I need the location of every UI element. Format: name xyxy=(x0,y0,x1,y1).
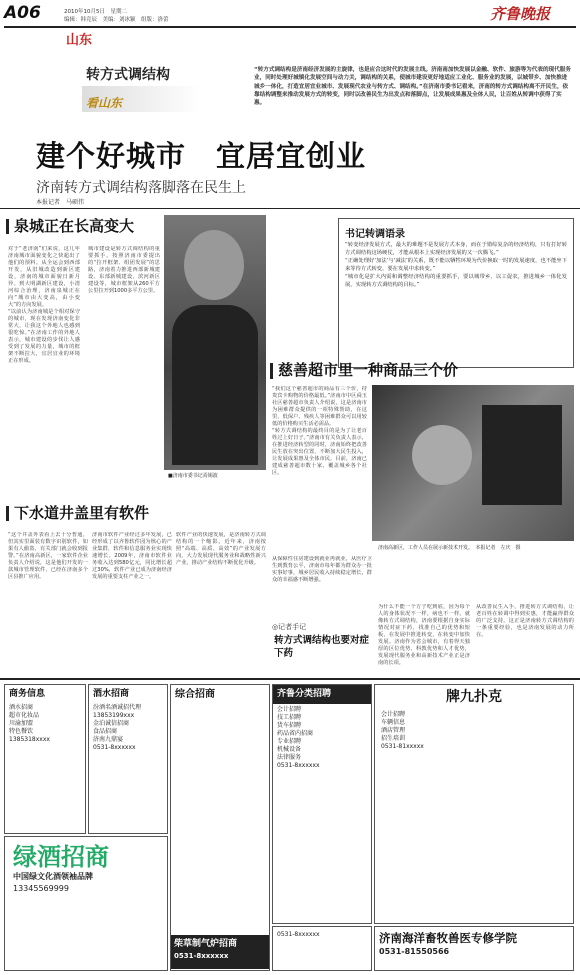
ad-line: 1385318xxxx xyxy=(9,736,50,743)
page-code: A06 xyxy=(4,3,41,23)
ad-big-left-sub: 中国绿文化酒领袖品牌 xyxy=(13,872,93,881)
ad-line: 车辆信息 xyxy=(381,719,406,726)
quote: “城市化是扩大内需和调整经济结构的重要抓手，要以城带乡、以工促农，推进城乡一体化发展，实现转方式调结构的目标。” xyxy=(345,274,567,288)
ad-line: 会计招聘 xyxy=(381,711,406,718)
ads-rule xyxy=(0,678,580,680)
section-bar xyxy=(6,506,9,521)
ad-big-right[interactable] xyxy=(374,926,574,971)
ad-small-line: 0531-8xxxxxx xyxy=(277,931,320,938)
ad-line: 酒水招商 xyxy=(9,704,34,711)
ad-line: 金泊诚信招商 xyxy=(93,720,130,727)
ad-title: 商务信息 xyxy=(9,689,46,699)
ad-line: 专业招聘 xyxy=(277,738,302,745)
ad-line: 药品省内招商 xyxy=(277,730,314,737)
section-2-col-2 xyxy=(92,532,172,662)
ad-block-mid[interactable] xyxy=(170,684,270,971)
section-bar xyxy=(270,363,273,379)
paragraph: 软件产业的快速发展，是济南转方式调结构的一个缩影。近年来，济南按照“高端、高质、高效”的产业发展方向，大力发展现代服务业和战略性新兴产业，推动产业结构不断优化升级。 xyxy=(176,532,266,566)
ad-block-1[interactable] xyxy=(4,684,86,834)
commentary-box xyxy=(272,622,372,670)
header-editors: 编辑：韩竞辰 美编：刘冰颖 组版：洛蕾 xyxy=(64,17,169,23)
ad-line: 汾酒名酒诚招代理 xyxy=(93,704,142,711)
paragraph: “这个井盖外表看上去十分普通，但其实里面装有数字识别软件，如果有人偷盗，有关部门就会收到报警。”在济南高新区，一家软件企业负责人介绍说，这是他们开发的一款城市管理软件，已经在济南多个区县推广应用。 xyxy=(8,532,88,580)
ad-lines xyxy=(89,704,167,752)
sidebar-body xyxy=(345,241,567,365)
section-1-col-2 xyxy=(88,246,160,496)
portrait-face xyxy=(184,230,244,300)
ad-mid-phone: 0531-8xxxxxx xyxy=(174,952,229,960)
paragraph: “转方式调结构的最终目的是为了让老百姓过上好日子。”济南市有关负责人表示，在推进经济转型的同时，济南始终把改善民生放在突出位置，不断加大民生投入，让发展成果惠及全体市民。目前，济南已建成慈善超市数十家，覆盖城乡各个社区。 xyxy=(272,428,367,476)
section-2-col-3 xyxy=(176,532,266,662)
main-title: 建个好城市 宜居宜创业 xyxy=(36,139,367,173)
section-heading-3 xyxy=(270,358,510,384)
paragraph: 城市建设是转方式调结构的重要抓手。按照济南市委提出的“拉开框架、组团发展”的思路，济南着力推进西部新城建设、东部新城建设、滨河新区建设等，城市框架从260平方公里拉开到1000多平方公里。 xyxy=(88,246,160,294)
ad-line: 机械设备 xyxy=(277,746,302,753)
byline: 本报记者 马硕伟 xyxy=(36,199,85,206)
subtitle: 济南转方式调结构落脚落在民生上 xyxy=(36,180,246,196)
ad-block-4[interactable] xyxy=(374,684,574,924)
quote: “转变经济发展方式，最大的难题不是发展方式本身，而在于错综复杂的经济结构，只有打好转方式调结构这场硬仗，才能从根本上实现经济发展的又一次腾飞。” xyxy=(345,242,567,256)
title-rule xyxy=(0,208,580,209)
ad-title: 综合招商 xyxy=(175,689,215,700)
ad-block-small[interactable] xyxy=(272,926,372,971)
ad-line: 超市化妆品 xyxy=(9,712,40,719)
paragraph: 从保障性住房建设到就业再就业，从医疗卫生到教育公平，济南市每年都为群众办一批实事好事，城乡居民收入持续稳定增长，群众的幸福感不断增强。 xyxy=(272,556,372,583)
column-badge xyxy=(82,66,200,124)
ad-lines xyxy=(273,704,371,772)
ad-line: 货车招聘 xyxy=(277,722,302,729)
photo-tech xyxy=(372,385,574,541)
section-2-col-1 xyxy=(8,532,88,662)
ad-big-left-title: 绿酒招商 xyxy=(13,843,109,871)
commentary-col-2: 从改善民生入手，推进转方式调结构，让老百姓在转调中得到实惠，才能赢得群众的广泛支持。这正是济南转方式调结构的一条重要经验，也是济南发展的动力所在。 xyxy=(476,604,574,638)
paragraph: “以前认为济南城是个相对保守的城市，现在发现济南变化非常大，让我这个外地人也感到很吃惊。”在济南工作的外地人表示，城市建设的步伐让人感受到了发展的力量，城市的框架不断拉大，宜居宜业的环境正在形成。 xyxy=(8,309,80,364)
ad-block-2[interactable] xyxy=(88,684,168,834)
ad-line: 食品招商 xyxy=(93,728,118,735)
ad-line: 技工招聘 xyxy=(277,714,302,721)
quote: “正确处理好‘加法’与‘减法’的关系，既不能以牺牲环境为代价换取一时的发展速度，也不能坐下来等待方式转变，要在发展中求转变。” xyxy=(345,258,567,272)
badge-sub: 看山东 xyxy=(86,96,123,110)
photo-machine xyxy=(482,405,562,505)
ad-line: 13853199xxx xyxy=(93,712,135,719)
page-header xyxy=(4,3,576,48)
section-1-col-1 xyxy=(8,246,80,496)
ad-title: 齐鲁分类招聘 xyxy=(273,685,371,704)
ad-block-3[interactable] xyxy=(272,684,372,924)
section-heading-2 xyxy=(6,502,206,526)
ad-line: 0531-8xxxxxx xyxy=(277,762,320,769)
intro-text: “转方式调结构是济南经济发展的主旋律，也是应合这时代的发展主线。济南南加快发展以金融、软件、旅游等为代表的现代服务业，同时处理好城镇化发展空间与动力关，调结构的关系，使城市建设更好地适应工业化、服务业的发展，以城带乡、加快推进城乡一体化，打造宜居宜业城市、发展现代农业与转方式、调结构。”在济南市委书记看来，济南的转方式调结构离不开民生，依靠结构调整来推动发展方式的转变，同时以改善民生为出发点和落脚点，让发展成果惠及全体人民，让百姓从转调中获得了实惠。 xyxy=(254,67,571,107)
photo-figure xyxy=(412,425,472,485)
photo2-caption: 济南高新区，工作人员在展示新技术开发。 本报记者 左庆 摄 xyxy=(378,545,521,551)
section-name: 山东 xyxy=(66,33,93,48)
ad-line: 招生培训 xyxy=(381,735,406,742)
section-heading-1 xyxy=(6,215,166,239)
masthead-logo: 齐鲁晚报 xyxy=(490,5,551,23)
photo-official xyxy=(164,215,266,470)
portrait-suit xyxy=(172,305,258,465)
paragraph: 对于“老济南”们来说，这几年济南城市面貌变化之快超出了他们的预料。从全运会到西部开发，从旧城改造到新区建设，济南的城市面貌日新月异。到大明湖新区建设，小清河综合治理，济南泉城正在向“城市由大变高，由小变大”的方向发展。 xyxy=(8,246,80,308)
ad-big-left-phone: 13345569999 xyxy=(13,884,69,893)
paragraph: “我们这个慈善超市的商品有三个价，持贵宾卡购物的价格最低。”济南市中区舜玉社区慈善超市负责人介绍说，这是济南市为困难群众提供的一项特殊帮助，在这里，低保户、残疾人等困难群众可以用较低的价格购买生活必需品。 xyxy=(272,386,367,427)
commentary-col-1: 为什么不能一个方子吃到底，因为每个人的身体状况不一样，病也不一样。就像转方式调结构，济南要根据自身实际情况对症下药，找准自己的优势和短板，在发展中推进转变，在转变中加快发展。济南作为省会城市，有着得天独厚的区位优势、科教优势和人才优势，发展现代服务业和高新技术产业正是济南的长项。 xyxy=(378,604,470,666)
section-bar xyxy=(6,219,9,234)
sidebar-quotes xyxy=(338,218,574,368)
ad-line: 酒店管理 xyxy=(381,727,406,734)
section-title: 泉城正在长高变大 xyxy=(14,217,135,235)
ad-line: 特色餐饮 xyxy=(9,728,34,735)
paragraph: 济南市软件产业经过多年发展，已经形成了以齐鲁软件园为核心的产业集群，软件和信息服务业实现快速增长。2009年，济南市软件业务收入达到580亿元，同比增长超过30%，软件产业已成为济南经济发展的重要支柱产业之一。 xyxy=(92,532,172,580)
ad-line: 0531-81xxxxx xyxy=(381,743,424,750)
header-date: 2010年10月5日 星期二 xyxy=(64,9,127,15)
ad-line: 0531-8xxxxxx xyxy=(93,744,136,751)
commentary-title: 转方式调结构也要对症下药 xyxy=(274,635,370,659)
ad-line: 川渝加盟 xyxy=(9,720,34,727)
section-3-col-2 xyxy=(272,556,372,616)
badge-title: 转方式调结构 xyxy=(86,67,170,83)
ad-mid-sub: 柴草制气炉招商 xyxy=(174,939,238,949)
ad-mid-banner xyxy=(171,935,269,969)
ad-line: 济南九鼎宴 xyxy=(93,736,124,743)
ad-big-right-title: 济南海洋畜牧兽医专修学院 xyxy=(379,931,517,945)
section-title: 慈善超市里一种商品三个价 xyxy=(278,361,459,379)
ad-lines xyxy=(5,704,85,744)
ad-big-left[interactable] xyxy=(4,836,168,971)
ad-title: 酒水招商 xyxy=(93,689,130,699)
ad-title: 牌九扑克 xyxy=(446,689,502,705)
header-rule xyxy=(4,26,576,28)
photo-caption: ■济南市委书记焉锡波 xyxy=(168,473,218,479)
ad-big-right-phone: 0531-81550566 xyxy=(379,947,450,956)
ad-line: 法律服务 xyxy=(277,754,302,761)
sidebar-title: 书记转调语录 xyxy=(345,229,405,240)
commentary-tag: ◎记者手记 xyxy=(272,623,307,631)
ad-line: 会计招聘 xyxy=(277,706,302,713)
ad-lines xyxy=(375,709,573,753)
section-title: 下水道井盖里有软件 xyxy=(14,504,150,522)
